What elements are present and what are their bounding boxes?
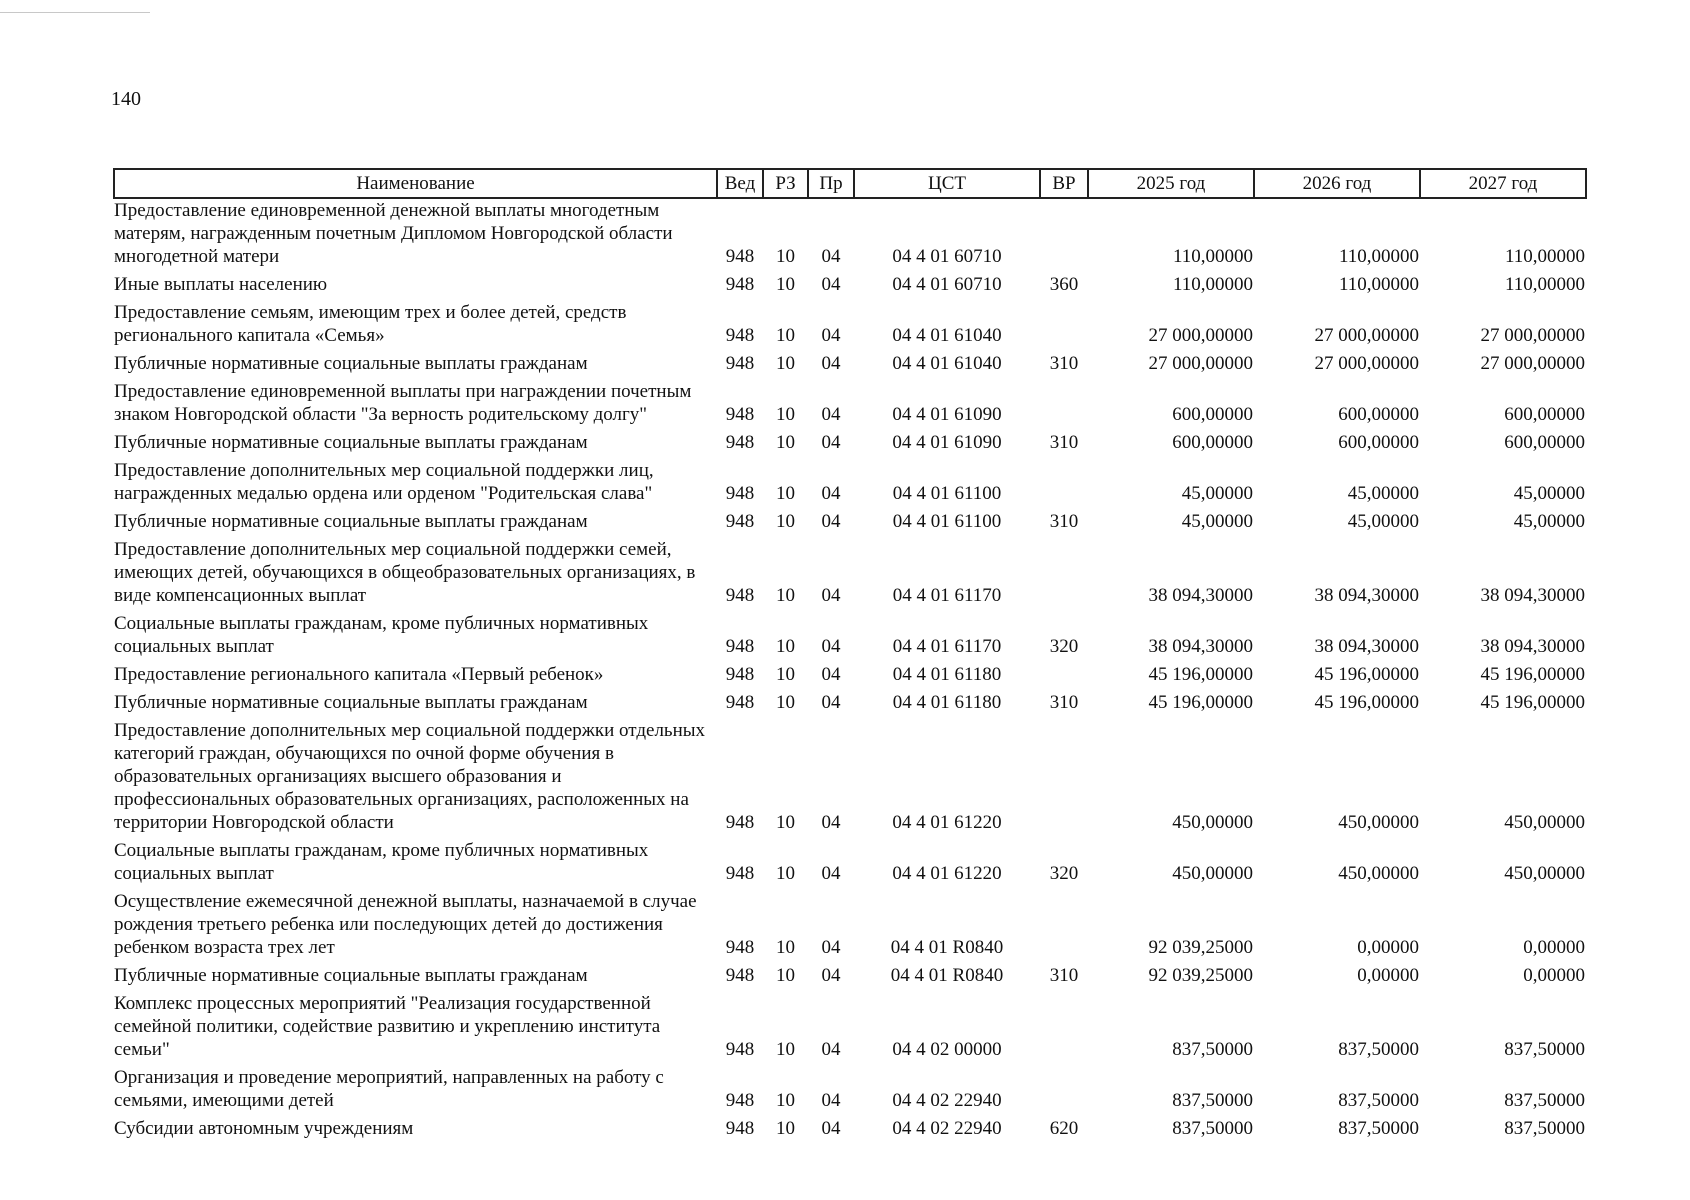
row-year-2027: 45,00000 [1513, 483, 1585, 504]
row-year-2027: 0,00000 [1523, 937, 1585, 958]
row-vr: 310 [1049, 353, 1079, 374]
row-pr: 04 [821, 404, 841, 425]
row-year-2027: 600,00000 [1504, 432, 1585, 453]
row-year-2026: 450,00000 [1338, 812, 1419, 833]
row-ved: 948 [725, 353, 755, 374]
row-pr: 04 [821, 274, 841, 295]
row-year-2026: 45,00000 [1347, 483, 1419, 504]
table-row [114, 839, 1586, 890]
row-year-2025: 837,50000 [1172, 1039, 1253, 1060]
row-year-2026: 27 000,00000 [1314, 325, 1419, 346]
table-row [114, 719, 1586, 839]
row-rz: 10 [776, 246, 795, 267]
row-year-2025: 110,00000 [1172, 246, 1253, 267]
row-rz: 10 [776, 325, 795, 346]
row-cst: 04 4 01 61040 [892, 325, 1002, 346]
row-pr: 04 [821, 1118, 841, 1139]
row-name: Субсидии автономным учреждениям [114, 1118, 414, 1139]
row-year-2026: 45 196,00000 [1314, 692, 1419, 713]
row-ved: 948 [725, 274, 755, 295]
row-vr: 310 [1049, 511, 1079, 532]
table-row [114, 380, 1586, 431]
row-year-2026: 0,00000 [1357, 965, 1419, 986]
row-year-2026: 450,00000 [1338, 863, 1419, 884]
row-year-2025: 38 094,30000 [1148, 636, 1253, 657]
header-vr: ВР [1040, 169, 1088, 198]
row-year-2025: 92 039,25000 [1148, 965, 1253, 986]
row-name: Публичные нормативные социальные выплаты гражданам [114, 511, 588, 532]
row-year-2025: 45,00000 [1181, 483, 1253, 504]
header-row [114, 169, 1586, 198]
row-pr: 04 [821, 965, 841, 986]
row-year-2027: 38 094,30000 [1480, 585, 1585, 606]
table-row [114, 663, 1586, 691]
row-year-2027: 45 196,00000 [1480, 664, 1585, 685]
row-cst: 04 4 02 00000 [892, 1039, 1002, 1060]
header-year-2027: 2027 год [1420, 169, 1586, 198]
row-year-2025: 45 196,00000 [1148, 664, 1253, 685]
row-pr: 04 [821, 511, 841, 532]
row-cst: 04 4 01 61090 [892, 404, 1002, 425]
row-rz: 10 [776, 965, 795, 986]
row-year-2025: 450,00000 [1172, 812, 1253, 833]
row-vr [1040, 301, 1088, 352]
row-rz: 10 [776, 404, 795, 425]
row-ved: 948 [725, 937, 755, 958]
row-year-2025: 110,00000 [1172, 274, 1253, 295]
row-vr: 320 [1049, 636, 1079, 657]
row-year-2026: 837,50000 [1338, 1118, 1419, 1139]
row-rz: 10 [776, 1039, 795, 1060]
row-year-2025: 27 000,00000 [1148, 353, 1253, 374]
row-pr: 04 [821, 483, 841, 504]
row-pr: 04 [821, 432, 841, 453]
row-pr: 04 [821, 585, 841, 606]
row-year-2027: 600,00000 [1504, 404, 1585, 425]
row-rz: 10 [776, 692, 795, 713]
row-year-2026: 38 094,30000 [1314, 585, 1419, 606]
row-vr [1040, 198, 1088, 273]
row-ved: 948 [725, 246, 755, 267]
header-pr: Пр [808, 169, 854, 198]
row-cst: 04 4 02 22940 [892, 1118, 1002, 1139]
row-cst: 04 4 01 61170 [892, 636, 1002, 657]
row-year-2026: 837,50000 [1338, 1090, 1419, 1111]
header-year-2026: 2026 год [1254, 169, 1420, 198]
table-row [114, 1117, 1586, 1145]
row-rz: 10 [776, 432, 795, 453]
row-pr: 04 [821, 692, 841, 713]
table-row [114, 992, 1586, 1066]
row-vr: 310 [1049, 432, 1079, 453]
row-name: Предоставление дополнительных мер социальной поддержки отдельных категорий граждан, обучающихся по очной форме обучения в образовательных организациях высшего образования и профессиональных образовательных организациях, расположенных на территории Новгородской области [114, 720, 706, 833]
row-name: Осуществление ежемесячной денежной выплаты, назначаемой в случае рождения третьего ребенка или последующих детей до достижения ребенком возраста трех лет [114, 891, 697, 958]
row-year-2027: 27 000,00000 [1480, 325, 1585, 346]
row-rz: 10 [776, 1090, 795, 1111]
row-name: Предоставление дополнительных мер социальной поддержки семей, имеющих детей, обучающихся в общеобразовательных организациях, в виде компенсационных выплат [114, 539, 696, 606]
row-ved: 948 [725, 965, 755, 986]
scan-edge-mark [0, 12, 150, 13]
row-cst: 04 4 01 61100 [892, 511, 1002, 532]
row-cst: 04 4 01 61100 [892, 483, 1002, 504]
row-year-2025: 600,00000 [1172, 432, 1253, 453]
row-year-2026: 45 196,00000 [1314, 664, 1419, 685]
row-rz: 10 [776, 812, 795, 833]
row-year-2025: 45,00000 [1181, 511, 1253, 532]
table-row [114, 691, 1586, 719]
row-year-2027: 45,00000 [1513, 511, 1585, 532]
row-name: Предоставление семьям, имеющим трех и более детей, средств регионального капитала «Семья» [114, 302, 627, 346]
row-year-2027: 837,50000 [1504, 1039, 1585, 1060]
header-year-2025: 2025 год [1088, 169, 1254, 198]
row-vr [1040, 459, 1088, 510]
row-year-2027: 45 196,00000 [1480, 692, 1585, 713]
row-year-2026: 45,00000 [1347, 511, 1419, 532]
table-row [114, 431, 1586, 459]
row-year-2026: 600,00000 [1338, 404, 1419, 425]
row-year-2025: 837,50000 [1172, 1090, 1253, 1111]
row-vr [1040, 538, 1088, 612]
header-ved: Вед [717, 169, 763, 198]
row-vr [1040, 719, 1088, 839]
row-name: Организация и проведение мероприятий, направленных на работу с семьями, имеющими детей [114, 1067, 664, 1111]
row-cst: 04 4 01 61180 [892, 664, 1002, 685]
row-name: Предоставление единовременной денежной выплаты многодетным матерям, награжденным почетным Дипломом Новгородской области многодетной матери [114, 200, 673, 267]
row-year-2026: 600,00000 [1338, 432, 1419, 453]
row-ved: 948 [725, 692, 755, 713]
row-cst: 04 4 01 61170 [892, 585, 1002, 606]
row-year-2025: 45 196,00000 [1148, 692, 1253, 713]
row-rz: 10 [776, 585, 795, 606]
table-row [114, 890, 1586, 964]
table-row [114, 612, 1586, 663]
row-pr: 04 [821, 1039, 841, 1060]
row-rz: 10 [776, 483, 795, 504]
row-year-2026: 110,00000 [1338, 274, 1419, 295]
row-vr: 320 [1049, 863, 1079, 884]
row-name: Социальные выплаты гражданам, кроме публичных нормативных социальных выплат [114, 613, 649, 657]
row-year-2027: 450,00000 [1504, 863, 1585, 884]
table-row [114, 352, 1586, 380]
table-row [114, 301, 1586, 352]
row-vr: 310 [1049, 965, 1079, 986]
row-name: Иные выплаты населению [114, 274, 328, 295]
table-row [114, 538, 1586, 612]
row-name: Предоставление единовременной выплаты при награждении почетным знаком Новгородской области "За верность родительскому долгу" [114, 381, 692, 425]
row-cst: 04 4 02 22940 [892, 1090, 1002, 1111]
table-row [114, 1066, 1586, 1117]
row-ved: 948 [725, 511, 755, 532]
row-year-2027: 450,00000 [1504, 812, 1585, 833]
row-year-2027: 27 000,00000 [1480, 353, 1585, 374]
row-ved: 948 [725, 863, 755, 884]
row-year-2027: 110,00000 [1504, 246, 1585, 267]
row-cst: 04 4 01 61180 [892, 692, 1002, 713]
row-cst: 04 4 01 60710 [892, 274, 1002, 295]
row-rz: 10 [776, 274, 795, 295]
row-cst: 04 4 01 61090 [892, 432, 1002, 453]
row-ved: 948 [725, 325, 755, 346]
header-name: Наименование [114, 169, 717, 198]
row-vr [1040, 380, 1088, 431]
row-year-2026: 110,00000 [1338, 246, 1419, 267]
row-rz: 10 [776, 863, 795, 884]
row-ved: 948 [725, 812, 755, 833]
table-row [114, 510, 1586, 538]
row-pr: 04 [821, 1090, 841, 1111]
row-cst: 04 4 01 R0840 [890, 965, 1004, 986]
row-ved: 948 [725, 1039, 755, 1060]
table-body [114, 198, 1586, 1145]
row-pr: 04 [821, 863, 841, 884]
row-year-2025: 27 000,00000 [1148, 325, 1253, 346]
row-name: Предоставление регионального капитала «Первый ребенок» [114, 664, 604, 685]
row-name: Публичные нормативные социальные выплаты гражданам [114, 432, 588, 453]
row-cst: 04 4 01 61220 [892, 863, 1002, 884]
row-name: Публичные нормативные социальные выплаты гражданам [114, 965, 588, 986]
row-year-2026: 38 094,30000 [1314, 636, 1419, 657]
row-vr [1040, 992, 1088, 1066]
row-year-2027: 38 094,30000 [1480, 636, 1585, 657]
row-year-2026: 27 000,00000 [1314, 353, 1419, 374]
row-ved: 948 [725, 585, 755, 606]
row-pr: 04 [821, 636, 841, 657]
row-cst: 04 4 01 R0840 [890, 937, 1004, 958]
row-rz: 10 [776, 664, 795, 685]
row-year-2027: 837,50000 [1504, 1118, 1585, 1139]
row-cst: 04 4 01 61040 [892, 353, 1002, 374]
row-year-2025: 92 039,25000 [1148, 937, 1253, 958]
row-rz: 10 [776, 511, 795, 532]
row-vr [1040, 663, 1088, 691]
row-rz: 10 [776, 353, 795, 374]
row-vr: 360 [1049, 274, 1079, 295]
row-cst: 04 4 01 60710 [892, 246, 1002, 267]
row-pr: 04 [821, 353, 841, 374]
header-cst: ЦСТ [854, 169, 1040, 198]
row-year-2025: 837,50000 [1172, 1118, 1253, 1139]
row-ved: 948 [725, 483, 755, 504]
row-year-2026: 0,00000 [1357, 937, 1419, 958]
table-row [114, 198, 1586, 273]
row-pr: 04 [821, 246, 841, 267]
row-year-2026: 837,50000 [1338, 1039, 1419, 1060]
row-vr [1040, 890, 1088, 964]
row-year-2025: 450,00000 [1172, 863, 1253, 884]
row-ved: 948 [725, 664, 755, 685]
row-ved: 948 [725, 636, 755, 657]
table-row [114, 964, 1586, 992]
row-name: Публичные нормативные социальные выплаты гражданам [114, 692, 588, 713]
row-ved: 948 [725, 1090, 755, 1111]
row-year-2025: 38 094,30000 [1148, 585, 1253, 606]
row-year-2027: 837,50000 [1504, 1090, 1585, 1111]
table-header [114, 169, 1586, 198]
row-pr: 04 [821, 812, 841, 833]
row-cst: 04 4 01 61220 [892, 812, 1002, 833]
row-name: Социальные выплаты гражданам, кроме публичных нормативных социальных выплат [114, 840, 649, 884]
row-year-2027: 110,00000 [1504, 274, 1585, 295]
row-rz: 10 [776, 937, 795, 958]
row-name: Публичные нормативные социальные выплаты гражданам [114, 353, 588, 374]
row-year-2027: 0,00000 [1523, 965, 1585, 986]
row-rz: 10 [776, 1118, 795, 1139]
table-row [114, 459, 1586, 510]
row-vr: 310 [1049, 692, 1079, 713]
row-vr [1040, 1066, 1088, 1117]
page-number: 140 [111, 88, 141, 110]
row-ved: 948 [725, 432, 755, 453]
table-row [114, 273, 1586, 301]
row-name: Комплекс процессных мероприятий "Реализация государственной семейной политики, содействие развитию и укреплению института семьи" [114, 993, 661, 1060]
row-pr: 04 [821, 937, 841, 958]
row-ved: 948 [725, 1118, 755, 1139]
row-year-2025: 600,00000 [1172, 404, 1253, 425]
row-pr: 04 [821, 664, 841, 685]
header-rz: РЗ [763, 169, 808, 198]
row-ved: 948 [725, 404, 755, 425]
row-rz: 10 [776, 636, 795, 657]
budget-table [113, 168, 1587, 1145]
row-name: Предоставление дополнительных мер социальной поддержки лиц, награжденных медалью ордена или орденом "Родительская слава" [114, 460, 654, 504]
row-vr: 620 [1049, 1118, 1079, 1139]
row-pr: 04 [821, 325, 841, 346]
